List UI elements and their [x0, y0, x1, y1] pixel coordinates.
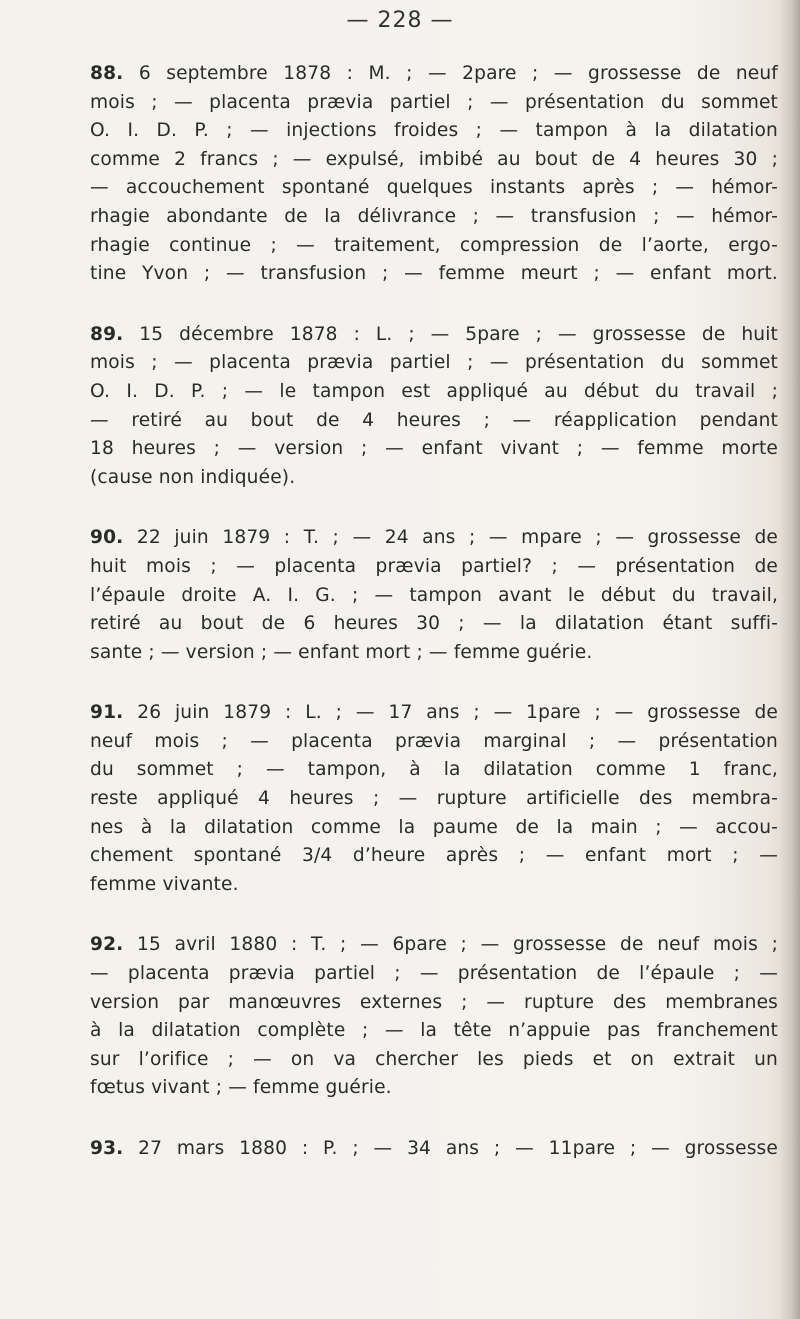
- entry-line: sante ; — version ; — enfant mort ; — femme guérie.: [90, 641, 593, 663]
- case-entry-90: [90, 524, 778, 667]
- entry-number: 91.: [90, 702, 124, 724]
- entry-line: — accouchement spontané quelques instants après ; — hémor-: [90, 177, 778, 199]
- entry-line: du sommet ; — tampon, à la dilatation comme 1 franc,: [90, 759, 778, 781]
- entry-line: tine Yvon ; — transfusion ; — femme meurt ; — enfant mort.: [90, 263, 778, 285]
- entry-line: femme vivante.: [90, 873, 239, 895]
- entry-line: nes à la dilatation comme la paume de la main ; — accou-: [90, 816, 778, 838]
- case-entry-88: [90, 60, 778, 289]
- entry-line: (cause non indiquée).: [90, 466, 296, 488]
- case-list: [90, 60, 778, 1196]
- entry-line: [90, 699, 778, 728]
- entry-line: [90, 524, 778, 553]
- entry-line: fœtus vivant ; — femme guérie.: [90, 1077, 392, 1099]
- entry-line: retiré au bout de 6 heures 30 ; — la dilatation étant suffi-: [90, 613, 778, 635]
- entry-line: 18 heures ; — version ; — enfant vivant ; — femme morte: [90, 438, 778, 460]
- entry-line: l’épaule droite A. I. G. ; — tampon avant le début du travail,: [90, 584, 778, 606]
- entry-line: sur l’orifice ; — on va chercher les pieds et on extrait un: [90, 1048, 778, 1070]
- entry-number: 92.: [90, 934, 124, 956]
- entry-number: 93.: [90, 1138, 124, 1159]
- entry-line: rhagie continue ; — traitement, compression de l’aorte, ergo-: [90, 234, 778, 256]
- entry-line: — retiré au bout de 4 heures ; — réapplication pendant: [90, 409, 778, 431]
- case-entry-91: [90, 699, 778, 899]
- case-entry-89: [90, 321, 778, 493]
- entry-line: comme 2 francs ; — expulsé, imbibé au bout de 4 heures 30 ;: [90, 148, 778, 170]
- entry-line: reste appliqué 4 heures ; — rupture artificielle des membra-: [90, 788, 778, 810]
- entry-text: 27 mars 1880 : P. ; — 34 ans ; — 11pare ; — grossesse: [123, 1138, 778, 1159]
- page-edge-shadow: [780, 0, 800, 1319]
- case-entry-92: [90, 931, 778, 1103]
- entry-text: 22 juin 1879 : T. ; — 24 ans ; — mpare ; — grossesse de: [123, 527, 778, 549]
- entry-line: [90, 931, 778, 960]
- entry-line: rhagie abondante de la délivrance ; — transfusion ; — hémor-: [90, 205, 778, 227]
- page-number: — 228 —: [346, 8, 454, 33]
- entry-number: 89.: [90, 323, 124, 345]
- entry-line: mois ; — placenta prævia partiel ; — présentation du sommet: [90, 91, 778, 113]
- entry-line: version par manœuvres externes ; — rupture des membranes: [90, 991, 778, 1013]
- entry-text: 6 septembre 1878 : M. ; — 2pare ; — grossesse de neuf: [123, 63, 778, 84]
- case-entry-93: [90, 1135, 778, 1164]
- entry-number: 90.: [90, 527, 124, 549]
- entry-line: mois ; — placenta prævia partiel ; — présentation du sommet: [90, 352, 778, 374]
- entry-text: 26 juin 1879 : L. ; — 17 ans ; — 1pare ; — grossesse de: [123, 702, 778, 724]
- entry-line: O. I. D. P. ; — injections froides ; — tampon à la dilatation: [90, 120, 778, 142]
- entry-text: 15 décembre 1878 : L. ; — 5pare ; — grossesse de huit: [123, 323, 778, 345]
- entry-number: 88.: [90, 63, 124, 84]
- entry-line: O. I. D. P. ; — le tampon est appliqué au début du travail ;: [90, 380, 778, 402]
- entry-line: [90, 60, 778, 89]
- entry-line: chement spontané 3/4 d’heure après ; — enfant mort ; —: [90, 845, 778, 867]
- entry-line: à la dilatation complète ; — la tête n’appuie pas franchement: [90, 1020, 778, 1042]
- entry-line: [90, 1135, 778, 1164]
- entry-line: [90, 321, 778, 350]
- entry-line: huit mois ; — placenta prævia partiel? ; — présentation de: [90, 555, 778, 577]
- entry-line: — placenta prævia partiel ; — présentation de l’épaule ; —: [90, 963, 778, 985]
- entry-text: 15 avril 1880 : T. ; — 6pare ; — grossesse de neuf mois ;: [123, 934, 778, 956]
- entry-line: neuf mois ; — placenta prævia marginal ; — présentation: [90, 730, 778, 752]
